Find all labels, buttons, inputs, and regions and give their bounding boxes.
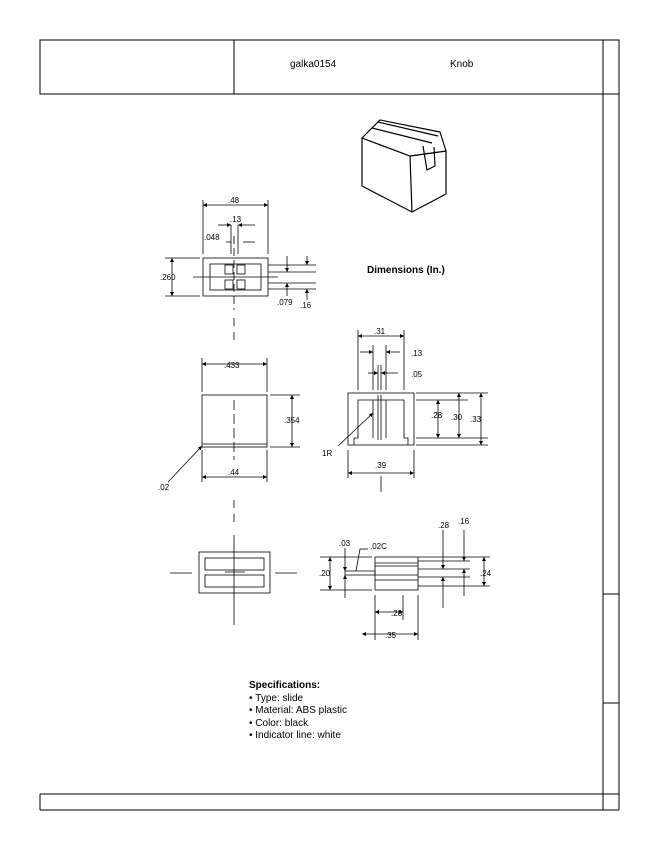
spec-item: • Type: slide bbox=[249, 693, 347, 706]
specifications-block bbox=[249, 680, 347, 743]
dim-label: .354 bbox=[284, 416, 300, 425]
dim-label: .24 bbox=[480, 569, 492, 578]
dim-label: .44 bbox=[228, 468, 240, 477]
dim-label: .02C bbox=[370, 542, 387, 551]
dim-label: .33 bbox=[470, 415, 482, 424]
knob-isometric-illustration bbox=[362, 120, 446, 212]
dim-label: .079 bbox=[277, 298, 293, 307]
dim-label: .433 bbox=[224, 361, 240, 370]
spec-item: • Indicator line: white bbox=[249, 730, 347, 743]
dim-label: .20 bbox=[319, 569, 331, 578]
dim-label: .05 bbox=[411, 370, 423, 379]
dim-label: 1R bbox=[322, 449, 333, 458]
dim-label: .13 bbox=[230, 215, 242, 224]
dim-label: .048 bbox=[204, 233, 220, 242]
dim-label: .35 bbox=[385, 631, 397, 640]
dim-label: .13 bbox=[411, 349, 423, 358]
dim-label: .260 bbox=[160, 273, 176, 282]
part-name: Knob bbox=[450, 59, 474, 70]
bottom-view bbox=[170, 535, 297, 625]
dim-label: .30 bbox=[451, 413, 463, 422]
dim-label: .28 bbox=[391, 609, 403, 618]
front-view bbox=[168, 358, 300, 482]
dim-label: .28 bbox=[438, 521, 450, 530]
specifications-list bbox=[249, 693, 347, 743]
part-number: galka0154 bbox=[290, 59, 337, 70]
dim-label: .16 bbox=[300, 301, 312, 310]
dim-label: .02 bbox=[158, 483, 170, 492]
dimensions-title: Dimensions (In.) bbox=[367, 265, 445, 276]
dim-label: .16 bbox=[458, 517, 470, 526]
dim-label: .28 bbox=[431, 411, 443, 420]
spec-item: • Color: black bbox=[249, 718, 347, 731]
specifications-title: Specifications: bbox=[249, 680, 321, 691]
dim-label: .03 bbox=[339, 539, 351, 548]
dim-label: .39 bbox=[375, 461, 387, 470]
dim-label: .31 bbox=[374, 327, 386, 336]
dim-label: .48 bbox=[228, 196, 240, 205]
spec-item: • Material: ABS plastic bbox=[249, 705, 347, 718]
